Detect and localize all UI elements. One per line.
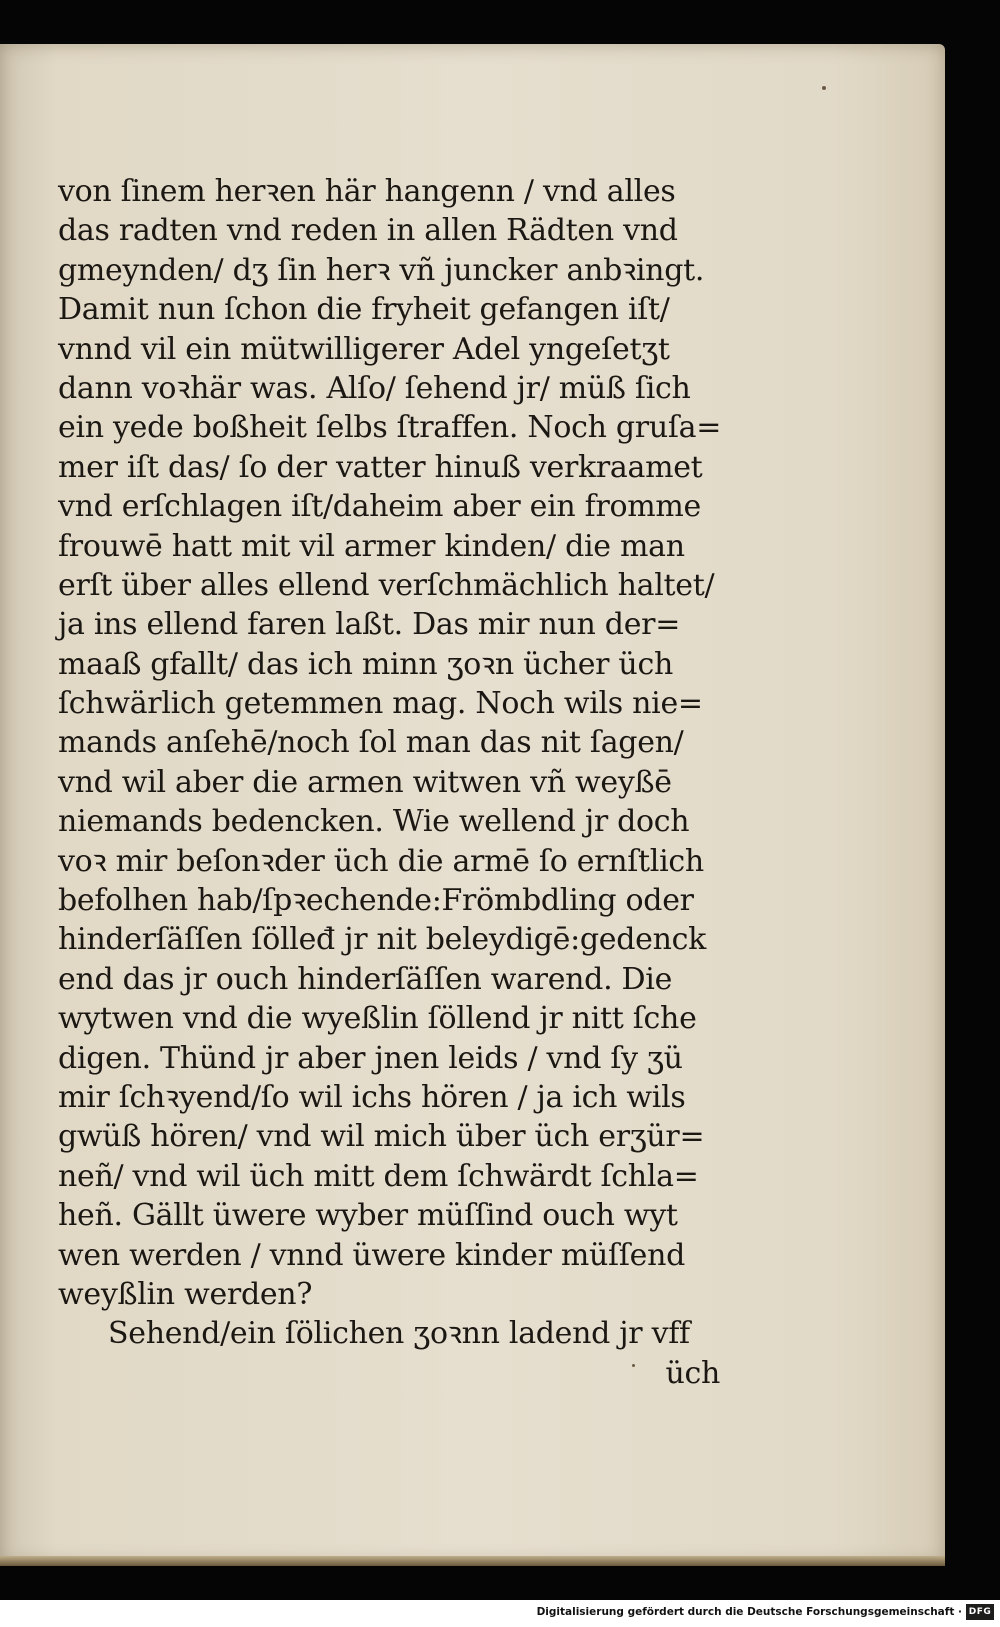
text-line: weyßlin werden?: [58, 1276, 313, 1312]
text-line: wen werden / vnnd üwere kinder müſſend: [58, 1237, 686, 1273]
text-line: gmeynden/ dʒ ſin herꝛ vñ juncker anbꝛingt.: [58, 252, 705, 288]
text-line: befolhen hab/ſpꝛechende:Frömbdling oder: [58, 883, 694, 919]
text-line: heñ. Gällt üwere wyber müſſind ouch wyt: [58, 1198, 678, 1234]
page-text-block: [58, 172, 728, 1393]
text-line: gwüß hören/ vnd wil mich über üch erʒür=: [58, 1119, 705, 1155]
text-line: dann voꝛhär was. Alſo/ ſehend jr/ müß ſich: [58, 370, 691, 406]
text-line: vnd erſchlagen iſt/daheim aber ein fromme: [58, 489, 702, 525]
paragraph-start-line: Sehend/ein ſölichen ʒoꝛnn ladend jr vff: [108, 1316, 690, 1352]
text-line: mir ſchꝛyend/ſo wil ichs hören / ja ich wils: [58, 1079, 686, 1115]
page-bottom-edge: [0, 1556, 945, 1566]
text-line: ſchwärlich getemmen mag. Noch wils nie=: [58, 686, 703, 722]
catchword: üch: [665, 1355, 720, 1391]
text-line: digen. Thünd jr aber jnen leids / vnd ſy ʒü: [58, 1040, 683, 1076]
text-line: hinderſäſſen ſölleđ jr nit beleydigē:gedenck: [58, 922, 707, 958]
text-line: wytwen vnd die wyeßlin ſöllend jr nitt ſche: [58, 1001, 697, 1037]
digitization-footer: [0, 1600, 1000, 1627]
text-line: von ſinem herꝛen här hangenn / vnd alles: [58, 174, 676, 209]
text-line: maaß gfallt/ das ich minn ʒoꝛn ücher üch: [58, 646, 673, 682]
text-line: niemands bedencken. Wie wellend jr doch: [58, 804, 690, 840]
text-line: erſt über alles ellend verſchmächlich haltet/: [58, 567, 715, 603]
text-line: vnnd vil ein mütwilligerer Adel yngeſetʒt: [58, 331, 670, 367]
book-page: [0, 44, 945, 1564]
text-line: das radten vnd reden in allen Rädten vnd: [58, 213, 678, 249]
text-line: neñ/ vnd wil üch mitt dem ſchwärdt ſchla=: [58, 1158, 699, 1194]
text-line: voꝛ mir beſonꝛder üch die armē ſo ernſtlich: [58, 843, 704, 879]
text-line: mands anſehē/noch ſol man das nit ſagen/: [58, 725, 684, 761]
text-line: Damit nun ſchon die fryheit gefangen iſt/: [58, 292, 670, 328]
text-line: ein yede boßheit ſelbs ſtraffen. Noch gruſa=: [58, 410, 722, 446]
funding-credit: Digitalisierung gefördert durch die Deutsche Forschungsgemeinschaft ·: [536, 1606, 962, 1618]
text-line: vnd wil aber die armen witwen vñ weyßē: [58, 764, 672, 800]
paper-speck: [822, 86, 826, 90]
dfg-logo: DFG: [966, 1604, 994, 1620]
text-line: frouwē hatt mit vil armer kinden/ die man: [58, 528, 685, 564]
text-line: end das jr ouch hinderſäſſen warend. Die: [58, 961, 673, 997]
text-line: mer iſt das/ ſo der vatter hinuß verkraamet: [58, 449, 703, 485]
text-line: ja ins ellend faren laßt. Das mir nun der=: [58, 607, 681, 643]
